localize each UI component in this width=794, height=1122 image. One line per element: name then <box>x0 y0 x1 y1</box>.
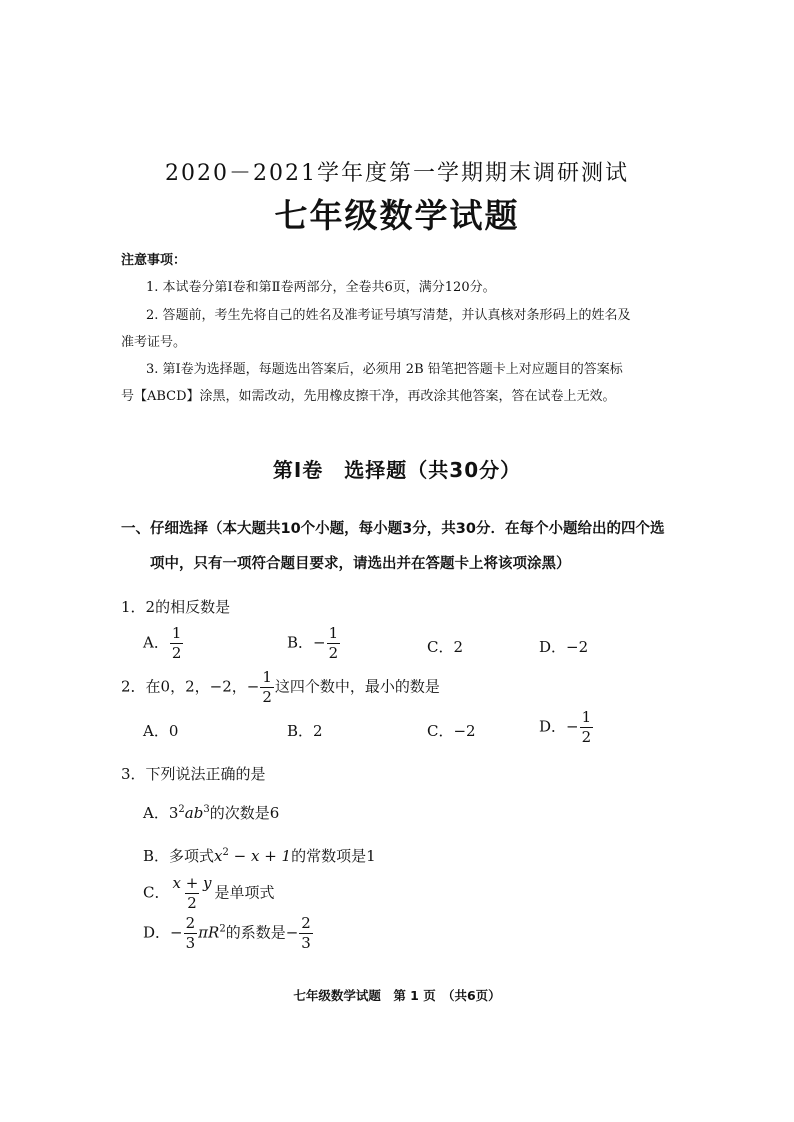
numerator: 1 <box>328 624 339 642</box>
expression: − x + 1 <box>228 847 292 865</box>
exam-title: 2020－2021学年度第一学期期末调研测试 <box>165 161 629 186</box>
denominator: 2 <box>328 644 339 662</box>
question-3-option-b <box>143 845 376 866</box>
part-instruction-line-1: 一、仔细选择（本大题共10个小题，每小题3分，共30分．在每个小题给出的四个选 <box>121 521 665 537</box>
coefficient: 3 <box>168 804 179 822</box>
notes-heading: 注意事项： <box>121 253 187 268</box>
question-2-option-c: C．−2 <box>427 722 476 740</box>
exponent: 2 <box>222 847 229 858</box>
minus-sign: − <box>566 717 579 736</box>
numerator: 1 <box>262 668 272 686</box>
option-label: D． <box>539 717 567 736</box>
numerator: 2 <box>185 914 196 932</box>
question-3-option-a <box>143 802 279 823</box>
fraction <box>327 626 341 661</box>
option-label: C． <box>143 883 170 902</box>
denominator: 3 <box>185 934 196 952</box>
page-footer: 七年级数学试题 第 1 页 （共6页） <box>293 988 501 1003</box>
denominator: 2 <box>171 644 182 662</box>
question-3-option-d <box>143 916 314 951</box>
note-item-2: 2. 答题前，考生先将自己的姓名及准考证号填写清楚，并认真核对条形码上的姓名及 <box>146 308 631 323</box>
fraction <box>580 710 594 745</box>
question-1-stem: 1．2的相反数是 <box>121 598 231 616</box>
denominator: 2 <box>187 894 197 912</box>
subject-title: 七年级数学试题 <box>274 196 520 235</box>
numerator: 2 <box>301 914 311 932</box>
fraction <box>260 670 274 705</box>
question-2-option-a: A．0 <box>143 722 179 740</box>
minus-sign: − <box>285 923 299 942</box>
option-text: 的次数是6 <box>209 804 280 822</box>
numerator: 1 <box>171 624 182 642</box>
note-item-2-cont: 准考证号。 <box>121 335 187 350</box>
stem-suffix: 这四个数中，最小的数是 <box>274 677 440 696</box>
fraction <box>184 916 198 951</box>
fraction <box>170 626 184 661</box>
question-2-stem <box>121 670 440 705</box>
option-label: B． <box>143 847 170 865</box>
stem-prefix: 2．在0，2，−2， <box>121 677 247 696</box>
question-1-option-a <box>143 626 184 661</box>
variables: ab <box>184 804 204 822</box>
denominator: 2 <box>262 688 272 706</box>
part-instruction-line-2: 项中，只有一项符合题目要求，请选出并在答题卡上将该项涂黑） <box>150 556 571 572</box>
option-label: A． <box>143 633 169 652</box>
note-item-3: 3. 第Ⅰ卷为选择题，每题选出答案后，必须用 2B 铅笔把答题卡上对应题目的答案标 <box>146 362 623 377</box>
exponent: 2 <box>219 923 226 935</box>
note-item-1: 1. 本试卷分第Ⅰ卷和第Ⅱ卷两部分，全卷共6页，满分120分。 <box>146 280 496 295</box>
variable: x <box>214 847 223 865</box>
variable: πR <box>198 923 220 942</box>
question-1-option-c: C．2 <box>427 638 464 656</box>
option-text: 的常数项是1 <box>291 847 376 865</box>
exponent: 3 <box>203 804 210 815</box>
option-prefix: 多项式 <box>169 847 215 865</box>
denominator: 2 <box>581 728 592 746</box>
question-3-option-c <box>143 876 275 911</box>
exponent: 2 <box>178 804 185 815</box>
option-label: B． <box>287 633 314 652</box>
question-2-option-d <box>539 710 594 745</box>
denominator: 3 <box>301 934 311 952</box>
fraction <box>299 916 313 951</box>
question-2-option-b: B．2 <box>287 722 323 740</box>
note-item-3-cont: 号【ABCD】涂黑，如需改动，先用橡皮擦干净，再改涂其他答案，答在试卷上无效。 <box>121 389 616 404</box>
option-label: D． <box>143 923 171 942</box>
option-label: A． <box>143 804 169 822</box>
minus-sign: − <box>313 633 326 652</box>
minus-sign: − <box>246 677 260 696</box>
question-3-stem: 3．下列说法正确的是 <box>121 765 266 783</box>
section-title: 第Ⅰ卷 选择题（共30分） <box>272 458 522 482</box>
minus-sign: − <box>170 923 183 942</box>
fraction <box>170 876 213 911</box>
question-1-option-b <box>287 626 341 661</box>
numerator: 1 <box>581 708 592 726</box>
option-text: 的系数是 <box>225 923 286 942</box>
question-1-option-d: D．−2 <box>539 638 589 656</box>
option-text: 是单项式 <box>214 883 275 902</box>
numerator: x + y <box>172 874 212 892</box>
